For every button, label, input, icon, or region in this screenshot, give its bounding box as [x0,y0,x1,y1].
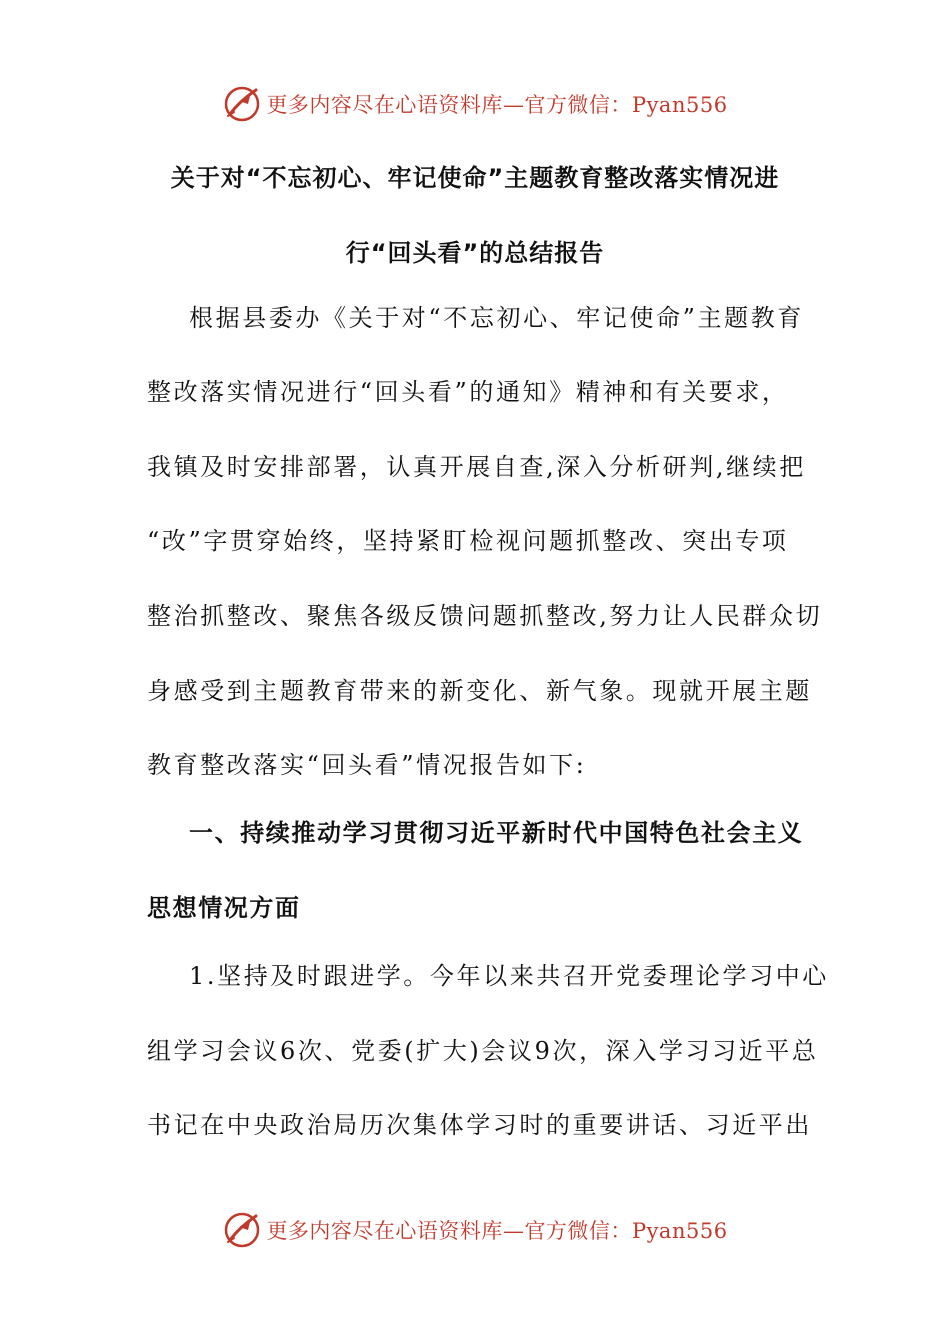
document-title-line-2: 行“回头看”的总结报告 [345,239,605,267]
paragraph-line: 1.坚持及时跟进学。今年以来共召开党委理论学习中心 [189,962,829,990]
paragraph-line: 组学习会议6次、党委(扩大)会议9次，深入学习习近平总 [147,1037,819,1065]
watermark-text: 更多内容尽在心语资料库—官方微信：Pyan556 [266,93,728,117]
paragraph-line: 整治抓整改、聚焦各级反馈问题抓整改,努力让人民群众切 [147,602,823,630]
watermark-banner-bottom [0,1208,950,1252]
quill-logo-icon [222,1210,262,1250]
section-heading-line: 思想情况方面 [147,894,301,922]
paragraph-line: 书记在中央政治局历次集体学习时的重要讲话、习近平出 [147,1111,812,1139]
paragraph-line: 根据县委办《关于对“不忘初心、牢记使命”主题教育 [189,304,804,332]
paragraph-line: 身感受到主题教育带来的新变化、新气象。现就开展主题 [147,677,812,705]
watermark-banner-top [0,82,950,126]
document-title-line-1: 关于对“不忘初心、牢记使命”主题教育整改落实情况进 [170,164,780,192]
paragraph-line: 整改落实情况进行“回头看”的通知》精神和有关要求， [147,378,789,406]
paragraph-line: “改”字贯穿始终，坚持紧盯检视问题抓整改、突出专项 [147,527,789,555]
watermark-text: 更多内容尽在心语资料库—官方微信：Pyan556 [266,1219,728,1243]
quill-logo-icon [222,84,262,124]
section-heading-line: 一、持续推动学习贯彻习近平新时代中国特色社会主义 [189,819,804,847]
paragraph-line: 教育整改落实“回头看”情况报告如下: [147,751,587,779]
paragraph-line: 我镇及时安排部署，认真开展自查,深入分析研判,继续把 [147,453,806,481]
